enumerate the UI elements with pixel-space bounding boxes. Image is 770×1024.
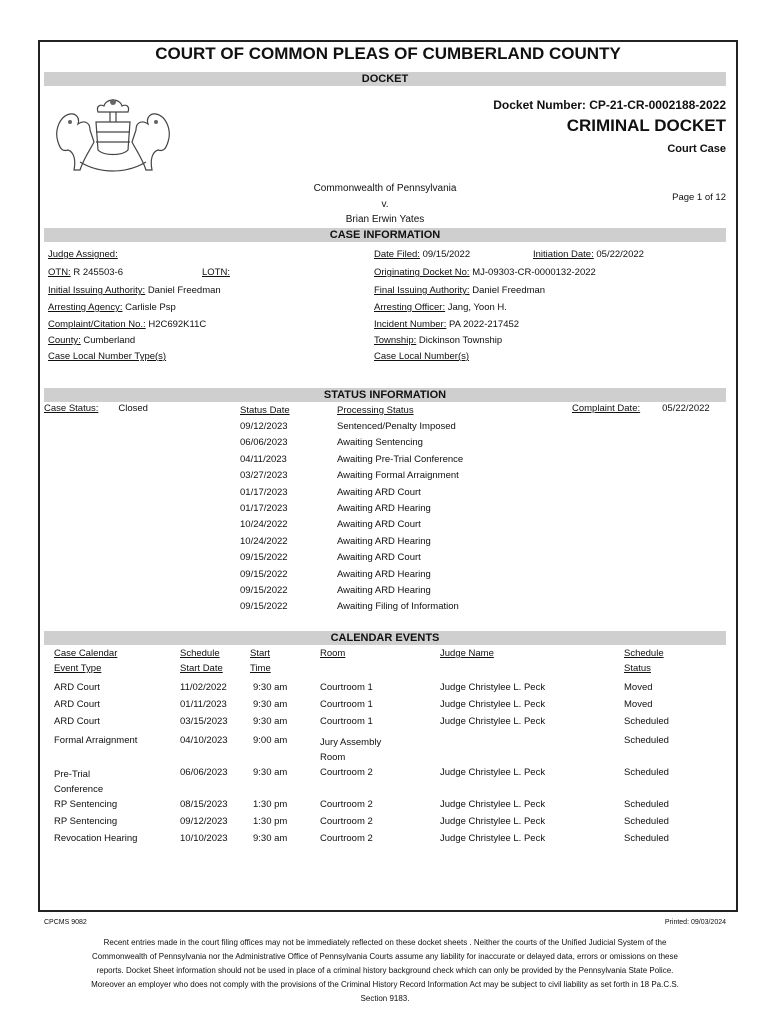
status-row-date: 03/27/2023: [240, 470, 288, 482]
cal-row-judge: Judge Christylee L. Peck: [440, 682, 546, 693]
initial-authority-label: Initial Issuing Authority:: [48, 285, 146, 296]
court-case: Court Case: [667, 143, 726, 155]
arresting-agency-value: Carlisle Psp: [125, 302, 176, 313]
status-row-status: Awaiting ARD Court: [337, 552, 421, 564]
date-filed-label: Date Filed:: [374, 249, 420, 260]
complaint-date-value: 05/22/2022: [662, 403, 710, 414]
cal-time-header-1: Start: [250, 648, 271, 659]
status-row-status: Awaiting ARD Hearing: [337, 585, 431, 596]
otn: [48, 267, 123, 278]
printed-date: Printed: 09/03/2024: [664, 919, 726, 926]
arresting-agency: [48, 302, 176, 313]
cal-row-status: Scheduled: [624, 816, 669, 827]
cal-row-event-type: ARD Court: [54, 699, 100, 710]
status-row-date: 10/24/2022: [240, 535, 288, 547]
cal-row-status: Scheduled: [624, 799, 669, 810]
initial-authority-value: Daniel Freedman: [147, 285, 221, 296]
status-row-date: 09/15/2022: [240, 601, 288, 613]
status-row-date: 01/17/2023: [240, 503, 288, 514]
incident-number-label: Incident Number:: [374, 319, 447, 330]
cal-row-event-type: RP Sentencing: [54, 799, 118, 810]
cal-row-event-type: Pre-Trial Conference: [54, 769, 104, 795]
cal-row-judge: Judge Christylee L. Peck: [440, 699, 546, 710]
form-id: CPCMS 9082: [44, 919, 87, 926]
case-local-number-label: Case Local Number(s): [374, 351, 470, 362]
cal-row-judge: Judge Christylee L. Peck: [440, 799, 546, 810]
township-label: Township:: [374, 335, 417, 346]
township: [374, 335, 502, 346]
cal-row-status: Moved: [624, 682, 653, 693]
cal-row-start-time: 9:30 am: [253, 699, 288, 710]
incident-number: [374, 319, 519, 330]
court-title: COURT OF COMMON PLEAS OF CUMBERLAND COUNTY: [155, 44, 621, 63]
caption-vs: v.: [381, 199, 389, 210]
cal-row-judge: Judge Christylee L. Peck: [440, 767, 546, 778]
cal-row-judge: Judge Christylee L. Peck: [440, 816, 546, 827]
status-row-status: Awaiting Filing of Information: [337, 601, 459, 613]
disclaimer: Recent entries made in the court filing offices may not be immediately reflected on these docket sheets . Neither the courts of the Unified Judicial System of the Commonwealth of Pennsylvania nor the Administrative Office of Pennsylvania Courts assume any liability for inaccurate or delayed data, errors or omissions on these reports. Docket Sheet information should not be used in place of a criminal history background check which can only be provided by the Pennsylvania State Police. Moreover an employer who does not comply with the provisions of the Criminal History Record Information Act may be subject to civil liability as set forth in 18 Pa.C.S. Section 9183.: [91, 938, 679, 1003]
final-authority: [374, 285, 545, 296]
complaint-citation: [48, 319, 206, 330]
initial-authority: [48, 285, 221, 296]
status-row-status: Awaiting Pre-Trial Conference: [337, 453, 464, 465]
county: [48, 335, 135, 346]
cal-row-start-date: 08/15/2023: [180, 799, 228, 810]
cal-row-event-type: ARD Court: [54, 716, 100, 727]
caption-defendant: Brian Erwin Yates: [345, 214, 425, 225]
lotn: [202, 267, 230, 278]
judge-assigned: [48, 249, 118, 260]
processing-status-header: Processing Status: [337, 405, 414, 416]
status-row-date: 09/15/2022: [240, 585, 288, 596]
cal-row-event-type: ARD Court: [54, 682, 100, 693]
arresting-officer: [374, 302, 507, 313]
status-row-date: 04/11/2023: [240, 453, 287, 465]
date-filed-value: 09/15/2022: [422, 249, 471, 260]
status-row-status: Sentenced/Penalty Imposed: [337, 421, 456, 432]
cal-row-room: Courtroom 2: [320, 799, 373, 810]
initiation-date-value: 05/22/2022: [596, 249, 644, 260]
cal-row-start-date: 06/06/2023: [180, 767, 228, 778]
caption-plaintiff: Commonwealth of Pennsylvania: [313, 183, 457, 194]
final-authority-label: Final Issuing Authority:: [374, 285, 470, 296]
complaint-citation-value: H2C692K11C: [148, 319, 207, 330]
originating-docket-label: Originating Docket No:: [374, 267, 470, 278]
cal-row-room: Courtroom 2: [320, 767, 373, 778]
final-authority-value: Daniel Freedman: [472, 285, 546, 296]
cal-row-status: Scheduled: [624, 833, 669, 844]
otn-label: OTN:: [48, 267, 71, 278]
cal-date-header-2: Start Date: [180, 663, 223, 674]
case-local-number-type-label: Case Local Number Type(s): [48, 351, 167, 362]
judge-assigned-label: Judge Assigned:: [48, 249, 118, 260]
cal-row-start-date: 10/10/2023: [180, 833, 228, 844]
cal-row-room: Courtroom 1: [320, 699, 373, 710]
cal-row-start-time: 1:30 pm: [253, 799, 288, 810]
case-status-label: Case Status:: [44, 403, 99, 414]
cal-row-start-date: 11/02/2022: [180, 682, 227, 693]
case-local-number-type: [48, 351, 166, 362]
cal-row-judge: Judge Christylee L. Peck: [440, 833, 546, 844]
status-date-header: Status Date: [240, 405, 290, 416]
cal-row-start-time: 9:30 am: [253, 682, 288, 693]
complaint-date-label: Complaint Date:: [572, 403, 641, 414]
calendar-header: CALENDAR EVENTS: [44, 631, 726, 645]
status-row-date: 09/15/2022: [240, 568, 288, 580]
status-row-status: Awaiting ARD Hearing: [337, 568, 431, 580]
cal-row-start-time: 9:30 am: [253, 833, 288, 844]
date-filed: [374, 249, 470, 260]
docket-bar: DOCKET: [44, 72, 726, 86]
county-value: Cumberland: [83, 335, 136, 346]
status-row-date: 01/17/2023: [240, 486, 288, 498]
case-local-number: [374, 351, 469, 362]
pennsylvania-seal-icon: [50, 92, 176, 176]
cal-row-start-date: 04/10/2023: [180, 735, 228, 746]
status-row-date: 06/06/2023: [240, 437, 288, 449]
cal-row-room: Courtroom 2: [320, 816, 373, 827]
county-label: County:: [48, 335, 81, 346]
cal-row-room: Courtroom 2: [320, 833, 373, 844]
cal-type-header-2: Event Type: [54, 663, 102, 674]
originating-docket-value: MJ-09303-CR-0000132-2022: [472, 267, 596, 278]
cal-type-header-1: Case Calendar: [54, 648, 118, 659]
initiation-date: [533, 249, 644, 260]
cal-status-header-2: Status: [624, 663, 651, 674]
cal-judge-header: Judge Name: [440, 648, 494, 659]
status-row-status: Awaiting Formal Arraignment: [337, 470, 459, 482]
status-row-date: 10/24/2022: [240, 519, 288, 531]
cal-row-start-date: 01/11/2023: [180, 699, 227, 710]
status-row-status: Awaiting Sentencing: [337, 437, 423, 449]
township-value: Dickinson Township: [418, 335, 503, 346]
cal-row-room: Courtroom 1: [320, 682, 373, 693]
cal-row-event-type: Formal Arraignment: [54, 735, 138, 746]
case-info-header: CASE INFORMATION: [44, 228, 726, 242]
cal-row-event-type: RP Sentencing: [54, 816, 118, 827]
cal-row-start-time: 9:30 am: [253, 767, 288, 778]
cal-row-room: Courtroom 1: [320, 716, 373, 727]
cal-row-start-date: 03/15/2023: [180, 716, 228, 727]
cal-row-start-time: 9:00 am: [253, 735, 288, 746]
cal-row-event-type: Revocation Hearing: [54, 833, 138, 844]
arresting-agency-label: Arresting Agency:: [48, 302, 123, 313]
status-row-status: Awaiting ARD Hearing: [337, 503, 431, 514]
status-info-header: STATUS INFORMATION: [44, 388, 726, 402]
cal-row-status: Scheduled: [624, 767, 669, 778]
cal-row-status: Scheduled: [624, 735, 669, 746]
case-status-value: Closed: [118, 403, 148, 414]
cal-status-header-1: Schedule: [624, 648, 664, 659]
cal-row-start-date: 09/12/2023: [180, 816, 228, 827]
cal-row-judge: Judge Christylee L. Peck: [440, 716, 546, 727]
cal-time-header-2: Time: [250, 663, 271, 674]
status-row-status: Awaiting ARD Hearing: [337, 535, 431, 547]
complaint-date: [572, 403, 710, 414]
docket-number: Docket Number: CP-21-CR-0002188-2022: [493, 98, 726, 112]
page-number: Page 1 of 12: [672, 192, 726, 203]
case-status: [44, 403, 148, 414]
incident-number-value: PA 2022-217452: [448, 319, 520, 330]
lotn-label: LOTN:: [202, 267, 230, 278]
cal-row-start-time: 1:30 pm: [253, 816, 288, 827]
cal-date-header-1: Schedule: [180, 648, 220, 659]
otn-value: R 245503-6: [73, 267, 123, 278]
initiation-date-label: Initiation Date:: [533, 249, 594, 260]
cal-row-room: Jury Assembly Room: [320, 737, 382, 763]
cal-row-status: Moved: [624, 699, 653, 710]
status-row-status: Awaiting ARD Court: [337, 486, 421, 498]
cal-room-header: Room: [320, 648, 346, 659]
complaint-citation-label: Complaint/Citation No.:: [48, 319, 146, 330]
status-row-date: 09/12/2023: [240, 421, 288, 432]
cal-row-status: Scheduled: [624, 716, 669, 727]
arresting-officer-value: Jang, Yoon H.: [447, 302, 507, 313]
arresting-officer-label: Arresting Officer:: [374, 302, 446, 313]
docket-type: CRIMINAL DOCKET: [566, 116, 726, 135]
status-row-status: Awaiting ARD Court: [337, 519, 421, 531]
originating-docket: [374, 267, 596, 278]
cal-row-start-time: 9:30 am: [253, 716, 288, 727]
status-row-date: 09/15/2022: [240, 552, 288, 564]
